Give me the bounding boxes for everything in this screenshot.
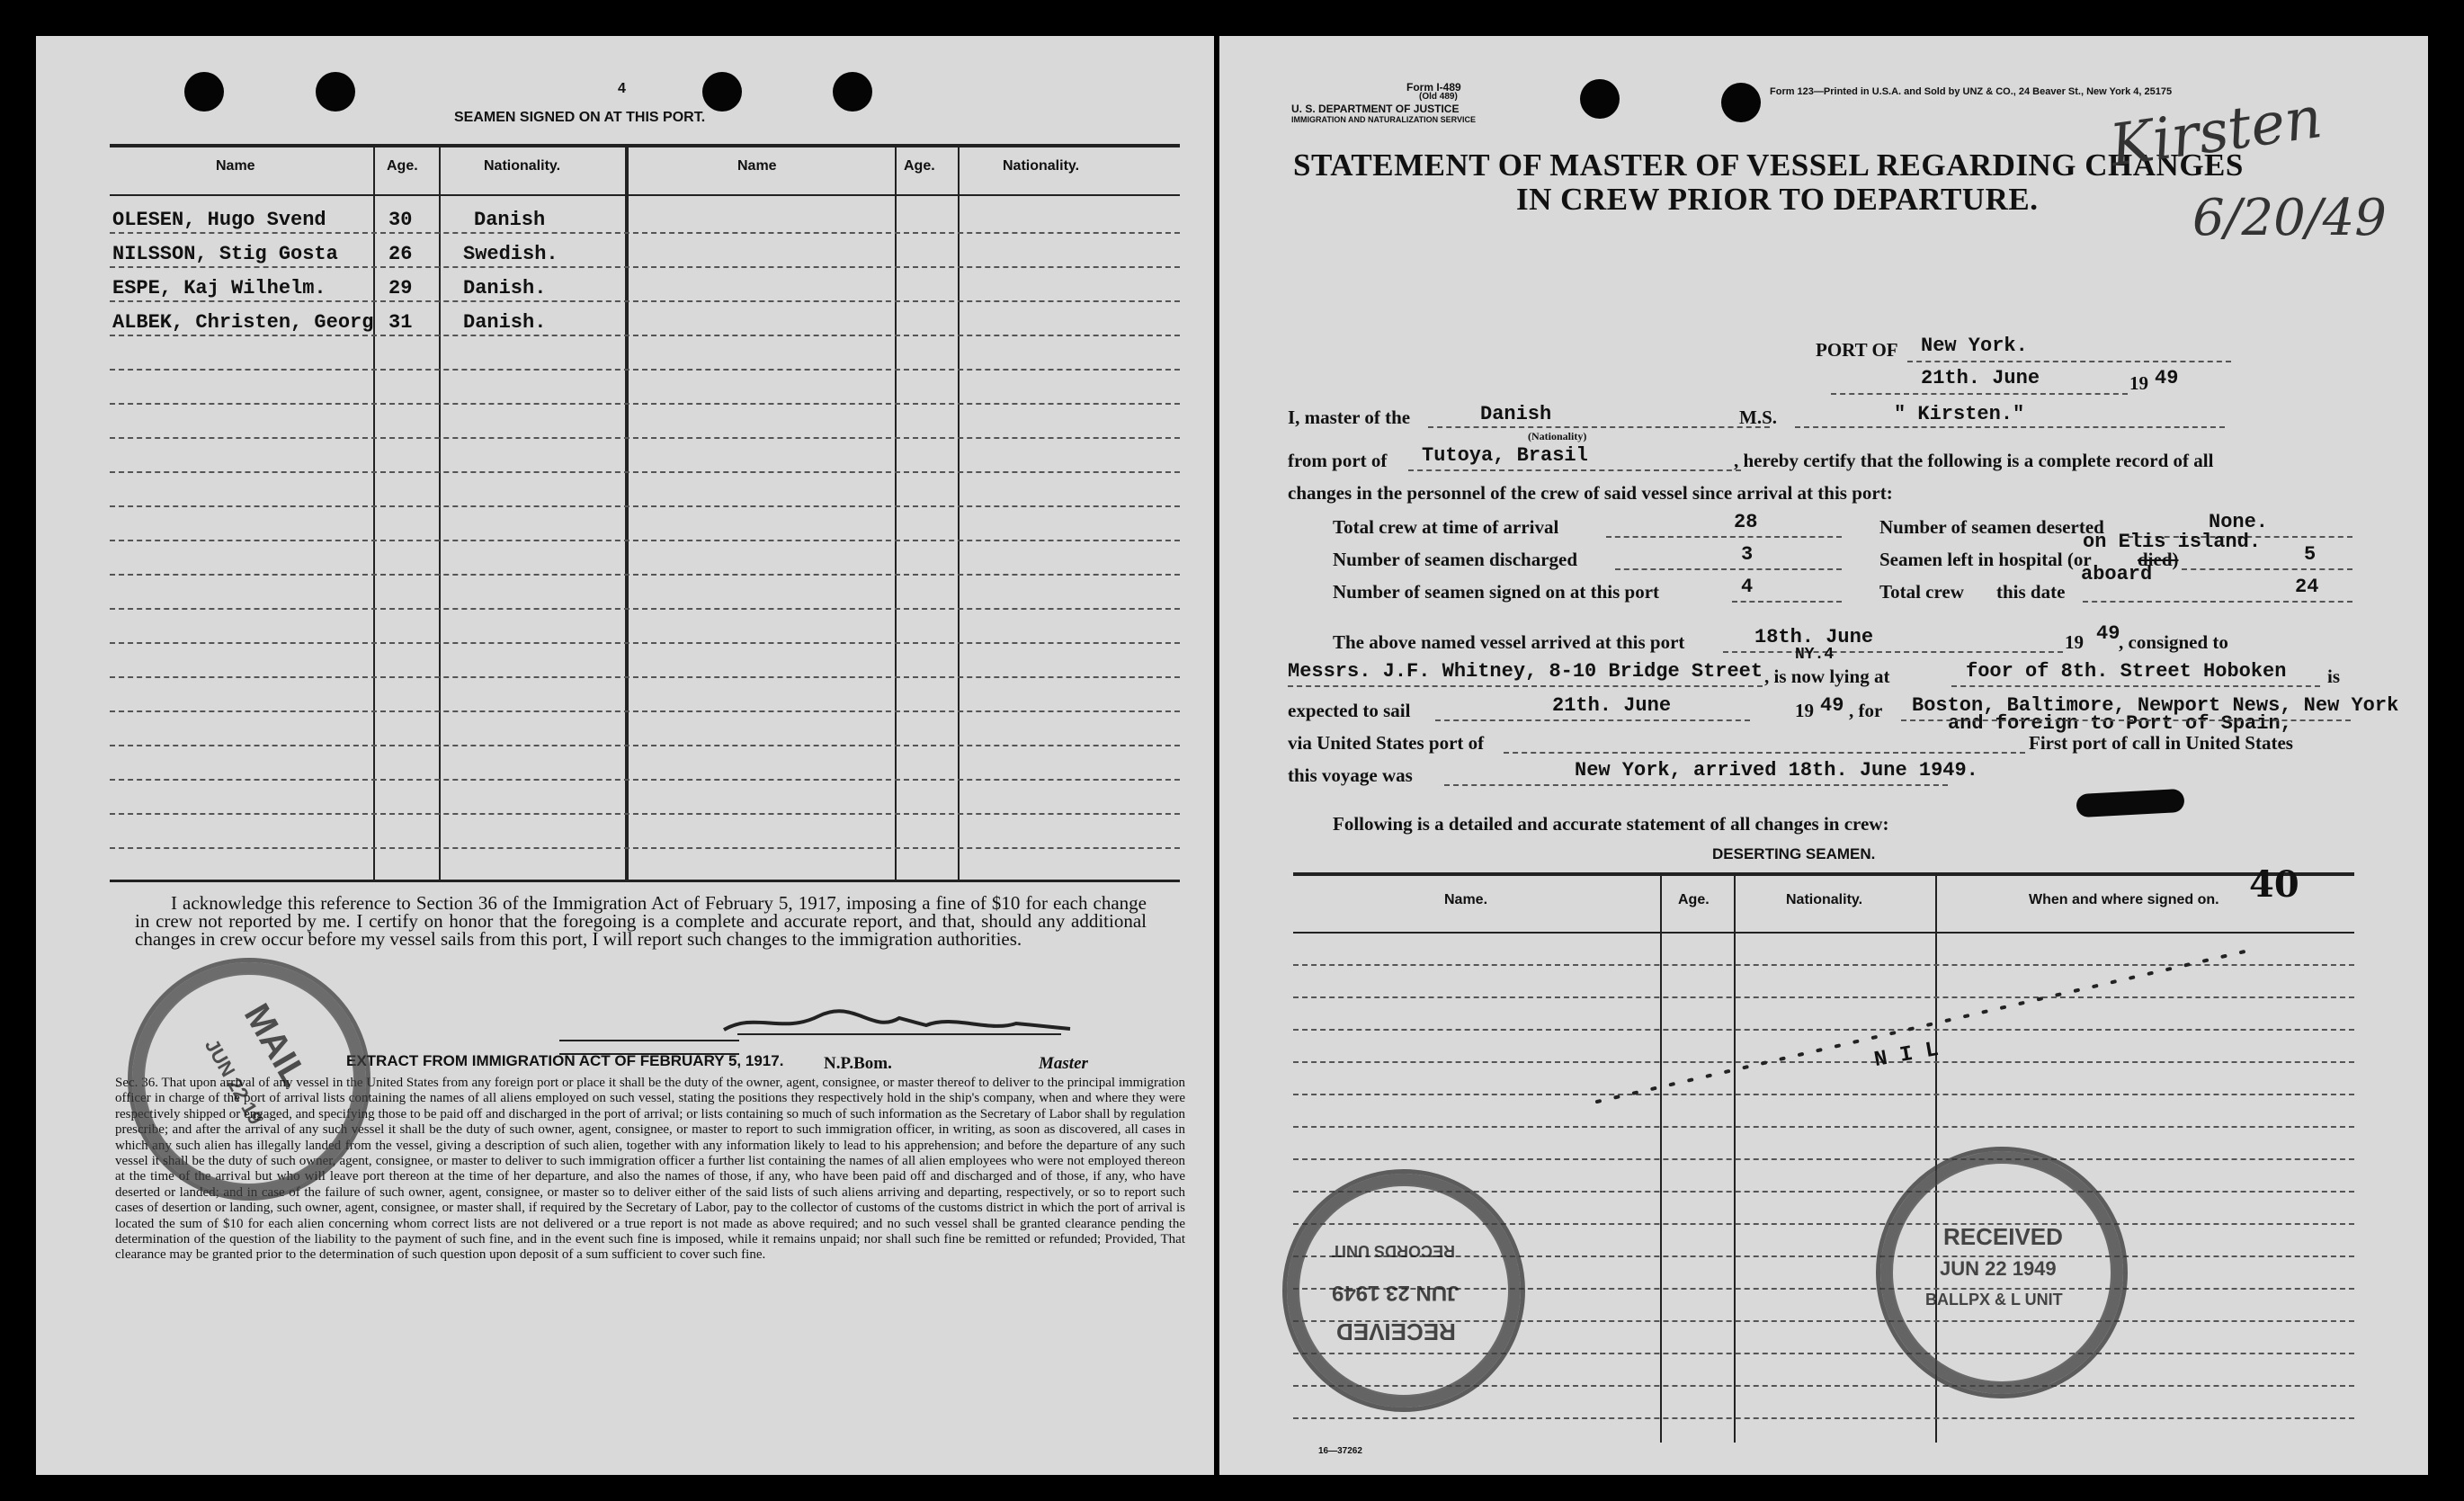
left-page [36, 36, 1214, 1475]
nil-star-line [1579, 944, 2263, 1115]
column-header-name: Name [737, 158, 777, 174]
column-header-name: Name [216, 158, 255, 174]
seaman-nationality: Swedish. [463, 243, 558, 265]
hospital-note: on Elis island. [2083, 531, 2262, 553]
stat-total-crew: 24 [2295, 576, 2319, 598]
seaman-age: 29 [388, 277, 413, 299]
form-old: (Old 489) [1419, 92, 1458, 102]
master-label: Master [1039, 1054, 1088, 1073]
master-signature [719, 1007, 1079, 1043]
column-header-age: Age. [904, 158, 935, 174]
desert-col-when-where: When and where signed on. [2029, 892, 2219, 907]
table-top-rule [110, 144, 1180, 147]
page-number: 4 [618, 81, 626, 96]
sail-year: 49 [1820, 694, 1844, 717]
punch-hole [316, 72, 355, 112]
department: U. S. DEPARTMENT OF JUSTICE [1291, 103, 1460, 115]
consignee: Messrs. J.F. Whitney, 8-10 Bridge Street [1288, 660, 1763, 683]
stat-total-crew-arrival: 28 [1734, 511, 1758, 533]
seaman-name: OLESEN, Hugo Svend [112, 209, 326, 231]
destinations-cont: and foreign to Port of Spain, [1948, 712, 2292, 735]
date-year: 49 [2155, 367, 2179, 389]
column-header-nationality: Nationality. [1003, 158, 1080, 174]
destinations: Boston, Baltimore, Newport News, New York [1912, 694, 2399, 717]
right-page: Form I-489 (Old 489) U. S. DEPARTMENT OF JUSTICE IMMIGRATION AND NATURALIZATION SERVICE Form 123—Printed in U.S.A. and Sold by UNZ & CO., 24 Beaver St., New York 4, 25175 STATEMENT OF MASTER OF VESSEL REGARDING CHANGES IN CREW PRIOR TO DEPARTURE. Kirsten 6/20/49 PORT OF New York. 21th. June 19 49 I, master of the Danish (Nationality) M.S. " Kirsten." from port of Tutoya, Brasil , hereby certify that the following is a complete record of all changes in the personnel of the crew of said vessel since arrival at this port: Total crew at time of arrival 28 Number of seamen discharged 3 Number of seamen signed on at this port 4 Number of seamen deserted None. on Elis island. Seamen left in hospital (or died) 5 aboard Total crew this date 24 The above named vessel arrived at this port 18th. June 19 49 , consigned to NY.4 Messrs. J.F. Whitney, 8-10 Bridge Street , is now lying at foor of 8th. Street Hoboken is expected to sail 21th. June 19 49 , for Boston, Baltimore, Newport News, New York and foreign to Port of Spain, via United States port of First port of call in United States this voyage was New York, arrived 18th. June 1949. Following is a detailed and accurate statement of all changes in crew: DESERTING SEAMEN. Name. Age. Nationality. When and where signed on. 40 N I L 16—37262 RECEIVED JUN 23 1949 RECORDS UNIT RECEIVED JUN 22 1949 BALLPX & L UNIT [1219, 36, 2428, 1475]
received-stamp: RECEIVED JUN 22 1949 BALLPX & L UNIT [1876, 1147, 2128, 1398]
seaman-nationality: Danish. [463, 277, 547, 299]
acknowledgement-text: I acknowledge this reference to Section 36 of the Immigration Act of February 5, 1917, imposing a fine of $10 for each change in crew not reported by me. I certify on honor that the foregoing is a complete and accurate report, and that, should any additional changes in crew occur before my vessel sails from this port, I will report such changes to the immigration authorities. [135, 892, 1147, 950]
desert-col-name: Name. [1444, 892, 1488, 907]
table-header-rule [110, 194, 1180, 196]
seaman-age: 31 [388, 311, 413, 334]
date-value: 21th. June [1921, 367, 2040, 389]
stat-discharged: 3 [1741, 543, 1754, 566]
desert-col-age: Age. [1678, 892, 1710, 907]
column-header-age: Age. [387, 158, 418, 174]
form-title-line2: IN CREW PRIOR TO DEPARTURE. [1516, 182, 2039, 217]
seaman-nationality: Danish [474, 209, 546, 231]
extract-text: Sec. 36. That upon arrival of any vessel in the United States from any foreign port or place it shall be the duty of the owner, agent, consignee, or master thereof to deliver to the principal immigration officer in charge of the port of arrival lists containing the names of all aliens employed on such vessel, stating the positions they respectively hold in the ship's company, when and where they were respectively shipped or engaged, and specifying those to be paid off and discharged in the port of arrival; or lists containing so much of such information as the Secretary of Labor shall by regulation prescribe; and after the arrival of any such vessel it shall be the duty of such owner, agent, consignee, or master to report to such immigration officer, in writing, as soon as discovered, all cases in which any such alien has illegally landed from the vessel, giving a description of such alien, together with any information likely to lead to his apprehension; and before the departure of any such vessel it shall be the duty of such owner, agent, consignee, or master to deliver to such immigration officer a further list containing the names of all alien employees who were not employed thereon at the time of the arrival but who will leave port thereon at the time of her departure, and also the names of those, if any, who have been paid off and discharged and of those, if any, who have deserted or landed; and in case of the failure of such owner, agent, consignee, or master so to deliver either of the said lists of such aliens arriving and departing, respectively, or so to report such cases of desertion or landing, such owner, agent, consignee, or master shall, if required by the Secretary of Labor, pay to the collector of customs of the customs district in which the port of arrival is located the sum of $10 for each alien concerning whom correct lists are not delivered or a true report is not made as above required; and no such vessel shall be granted clearance pending the determination of the question of the liability to the payment of such fine, and in the event such fine is imposed, while it remains unpaid; nor shall such fine be remitted or refunded; Provided, That clearance may be granted prior to the determination of such question upon deposit of a sum sufficient to cover such fine. [115, 1076, 1185, 1263]
column-divider [439, 147, 441, 880]
stat-deserted: None. [2209, 511, 2269, 533]
from-port-value: Tutoya, Brasil [1422, 444, 1588, 467]
deserting-heading: DESERTING SEAMEN. [1712, 845, 1876, 862]
redaction-mark [2076, 789, 2184, 818]
table-bottom-rule [110, 880, 1180, 882]
consignee-note: NY.4 [1795, 646, 1835, 664]
punch-hole [1580, 79, 1620, 119]
service: IMMIGRATION AND NATURALIZATION SERVICE [1291, 115, 1476, 124]
port-label: PORT OF [1816, 339, 1898, 361]
vessel-nationality: Danish [1480, 403, 1552, 425]
column-header-nationality: Nationality. [484, 158, 561, 174]
vessel-name: " Kirsten." [1894, 403, 2025, 425]
seaman-name: NILSSON, Stig Gosta [112, 243, 338, 265]
seaman-age: 26 [388, 243, 413, 265]
stat-signed-on: 4 [1741, 576, 1754, 598]
voyage-value: New York, arrived 18th. June 1949. [1575, 759, 1978, 782]
records-unit-stamp: RECEIVED JUN 23 1949 RECORDS UNIT [1282, 1169, 1525, 1412]
handwritten-date: 6/20/49 [2192, 189, 2387, 247]
seaman-name: ESPE, Kaj Wilhelm. [112, 277, 326, 299]
desert-col-nationality: Nationality. [1786, 892, 1863, 907]
punch-hole [1721, 83, 1761, 122]
form-number: Form I-489 [1406, 81, 1461, 94]
mail-stamp: MAIL JUN 22 19 [128, 958, 370, 1201]
seaman-age: 30 [388, 209, 413, 231]
seaman-name: ALBEK, Christen, Georg [112, 311, 374, 334]
column-divider [373, 147, 375, 880]
footer-code: 16—37262 [1318, 1446, 1362, 1456]
punch-hole [833, 72, 872, 112]
sail-date: 21th. June [1552, 694, 1672, 717]
arrived-year: 49 [2096, 622, 2120, 645]
column-divider [895, 147, 897, 880]
handwritten-number: 40 [2249, 863, 2299, 906]
nil-text: N I L [1872, 1037, 1941, 1074]
handwritten-name: Kirsten [2106, 84, 2326, 181]
arrived-date: 18th. June [1754, 626, 1874, 648]
seaman-nationality: Danish. [463, 311, 547, 334]
master-name: N.P.Bom. [824, 1054, 892, 1073]
vessel-type: M.S. [1739, 407, 1777, 428]
stat-hospital: 5 [2304, 543, 2317, 566]
port-value: New York. [1921, 335, 2028, 357]
total-crew-note: aboard [2081, 563, 2153, 585]
section-heading: SEAMEN SIGNED ON AT THIS PORT. [454, 110, 706, 125]
form-title-line1: STATEMENT OF MASTER OF VESSEL REGARDING CHANGES [1293, 147, 2244, 183]
column-divider [625, 147, 629, 880]
extract-title: EXTRACT FROM IMMIGRATION ACT OF FEBRUARY 5, 1917. [346, 1052, 784, 1069]
punch-hole [184, 72, 224, 112]
printer-note: Form 123—Printed in U.S.A. and Sold by UNZ & CO., 24 Beaver St., New York 4, 25175 [1770, 86, 2173, 97]
lying-location: foor of 8th. Street Hoboken [1966, 660, 2287, 683]
column-divider [958, 147, 960, 880]
punch-hole [702, 72, 742, 112]
